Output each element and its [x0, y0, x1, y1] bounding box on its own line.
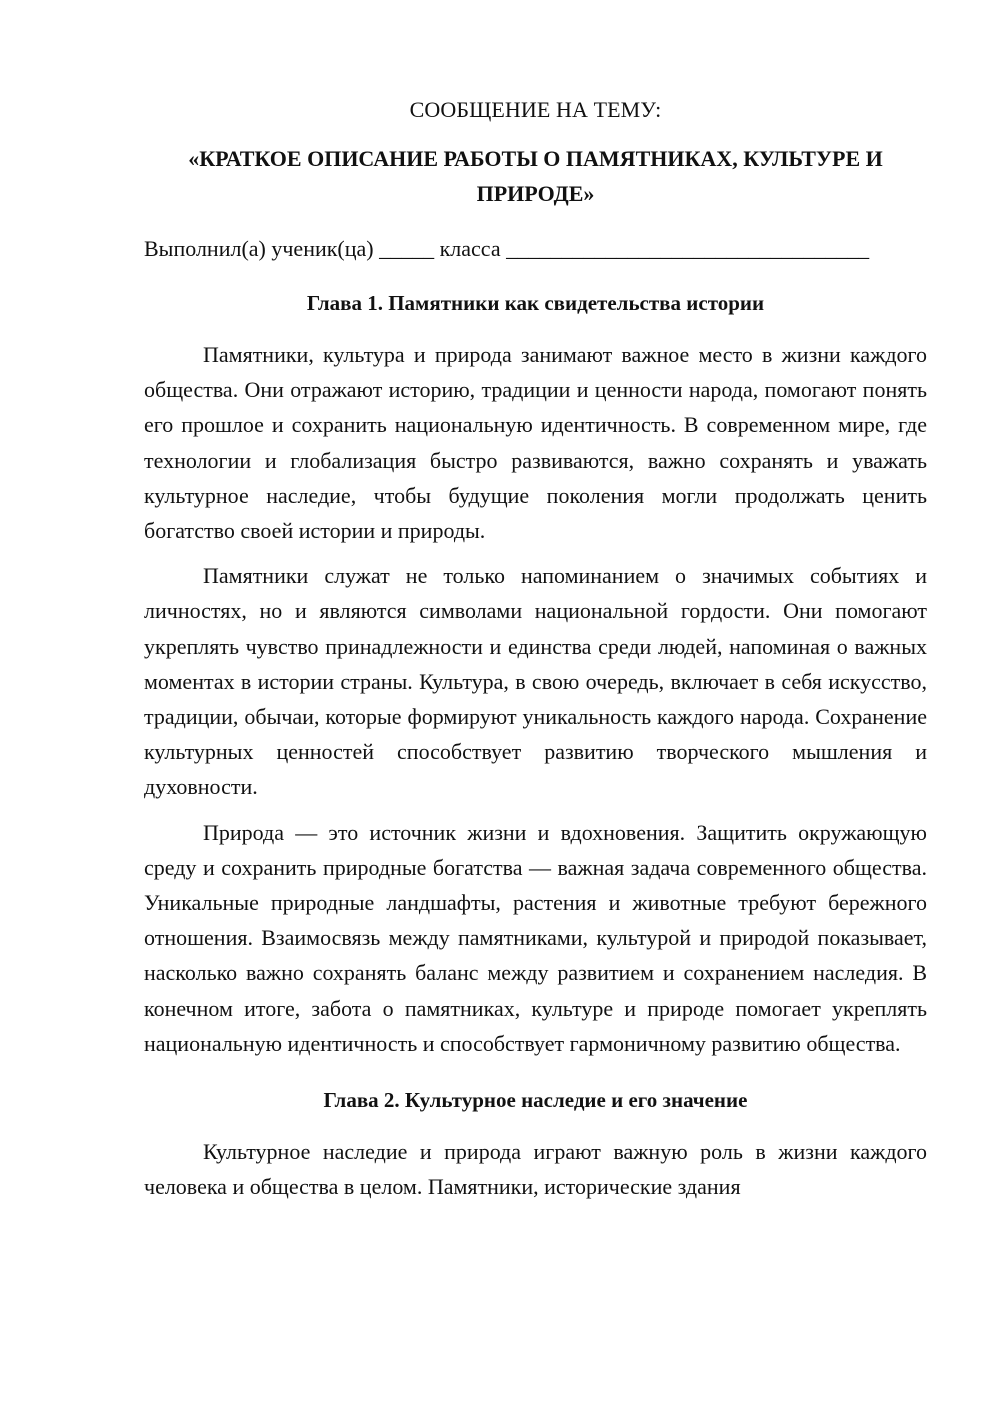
chapter-1-paragraph-3: Природа — это источник жизни и вдохновения. Защитить окружающую среду и сохранить природные богатства — важная задача современного общества. Уникальные природные ландшафты, растения и животные требуют бережного отношения. Взаимосвязь между памятниками, культурой и природой показывает, насколько важно сохранять баланс между развитием и сохранением наследия. В конечном итоге, забота о памятниках, культуре и природе помогает укреплять национальную идентичность и способствует гармоничному развитию общества.	[144, 819, 927, 1056]
chapter-1-heading: Глава 1. Памятники как свидетельства истории	[306, 291, 765, 315]
document-page	[144, 92, 927, 1204]
chapter-1-paragraph-2: Памятники служат не только напоминанием о значимых событиях и личностях, но и являются символами национальной гордости. Они помогают укреплять чувство принадлежности и единства среди людей, напоминая о важных моментах в истории страны. Культура, в свою очередь, включает в себя искусство, традиции, обычаи, которые формируют уникальность каждого народа. Сохранение культурных ценностей способствует развитию творческого мышления и духовности.	[144, 563, 927, 800]
author-line: Выполнил(а) ученик(ца) _____ класса _________________________________	[144, 236, 870, 261]
chapter-2-paragraph-1: Культурное наследие и природа играют важную роль в жизни каждого человека и общества в целом. Памятники, исторические здания	[144, 1139, 927, 1200]
document-title-line-2: ПРИРОДЕ»	[476, 181, 595, 206]
document-title	[144, 141, 927, 211]
chapter-2-heading: Глава 2. Культурное наследие и его значение	[323, 1088, 748, 1113]
topic-label: СООБЩЕНИЕ НА ТЕМУ:	[409, 97, 662, 122]
document-title-line-1: «КРАТКОЕ ОПИСАНИЕ РАБОТЫ О ПАМЯТНИКАХ, КУЛЬТУРЕ И	[188, 146, 883, 171]
chapter-1-paragraph-1: Памятники, культура и природа занимают важное место в жизни каждого общества. Они отражают историю, традиции и ценности народа, помогают понять его прошлое и сохранить национальную идентичность. В современном мире, где технологии и глобализация быстро развиваются, важно сохранять и уважать культурное наследие, чтобы будущие поколения могли продолжать ценить богатство своей истории и природы.	[144, 342, 927, 544]
